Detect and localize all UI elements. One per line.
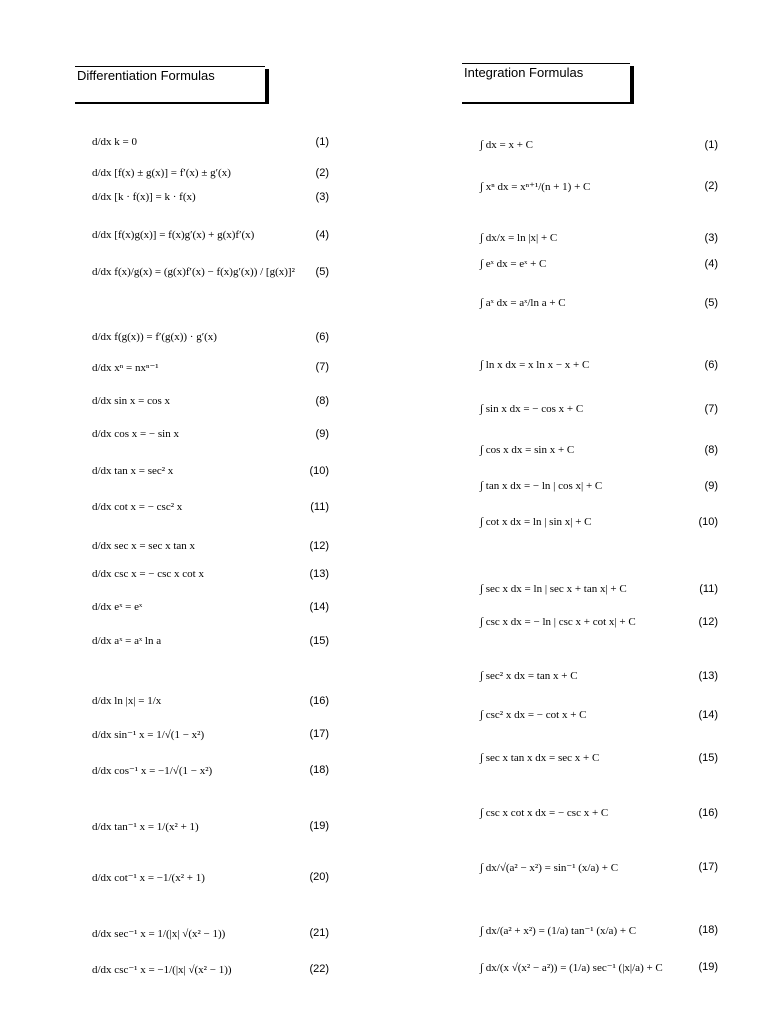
equation-number: (10) [698,516,718,528]
formula-text: d/dx cos⁻¹ x = −1/√(1 − x²) [92,765,213,777]
formula-text: d/dx cos x = − sin x [92,428,179,440]
formula-text: d/dx csc⁻¹ x = −1/(|x| √(x² − 1)) [92,964,232,976]
formula-text: d/dx tan x = sec² x [92,465,174,477]
formula-text: ∫ sec x tan x dx = sec x + C [480,752,600,764]
equation-number: (4) [315,229,329,241]
formula-text: d/dx eˣ = eˣ [92,601,143,613]
integration-title: Integration Formulas [464,65,584,80]
equation-number: (11) [310,501,329,513]
differentiation-list [92,0,332,1024]
equation-number: (9) [315,428,329,440]
equation-number: (17) [309,728,329,740]
equation-number: (6) [315,331,329,343]
equation-number: (14) [309,601,329,613]
equation-number: (19) [309,820,329,832]
equation-number: (3) [315,191,329,203]
equation-number: (6) [704,359,718,371]
formula-text: d/dx sec⁻¹ x = 1/(|x| √(x² − 1)) [92,928,226,940]
equation-number: (8) [315,395,329,407]
differentiation-title: Differentiation Formulas [77,68,215,83]
formula-text: d/dx aˣ = aˣ ln a [92,635,162,647]
formula-text: ∫ dx/√(a² − x²) = sin⁻¹ (x/a) + C [480,862,619,874]
formula-text: ∫ cot x dx = ln | sin x| + C [480,516,592,528]
equation-number: (16) [309,695,329,707]
formula-text: d/dx xⁿ = nxⁿ⁻¹ [92,362,159,374]
equation-number: (3) [704,232,718,244]
formula-text: ∫ csc x dx = − ln | csc x + cot x| + C [480,616,636,628]
equation-number: (8) [704,444,718,456]
formula-text: ∫ tan x dx = − ln | cos x| + C [480,480,603,492]
equation-number: (17) [698,861,718,873]
formula-text: d/dx ln |x| = 1/x [92,695,162,707]
formula-text: d/dx f(x)/g(x) = (g(x)f′(x) − f(x)g′(x)) / [g(x)]² [92,266,295,278]
equation-number: (21) [309,927,329,939]
integration-list [480,0,720,1024]
formula-text: d/dx sin x = cos x [92,395,171,407]
formula-text: d/dx csc x = − csc x cot x [92,568,204,580]
formula-text: ∫ xⁿ dx = xⁿ⁺¹/(n + 1) + C [480,181,591,193]
formula-text: d/dx [f(x) ± g(x)] = f′(x) ± g′(x) [92,167,231,179]
equation-number: (19) [698,961,718,973]
equation-number: (13) [698,670,718,682]
formula-text: ∫ aˣ dx = aˣ/ln a + C [480,297,566,309]
equation-number: (2) [704,180,718,192]
equation-number: (1) [315,136,329,148]
equation-number: (4) [704,258,718,270]
formula-text: ∫ dx/x = ln |x| + C [480,232,558,244]
formula-text: ∫ eˣ dx = eˣ + C [480,258,547,270]
formula-text: d/dx tan⁻¹ x = 1/(x² + 1) [92,821,199,833]
equation-number: (5) [315,266,329,278]
formula-text: d/dx cot x = − csc² x [92,501,183,513]
formula-text: ∫ dx/(a² + x²) = (1/a) tan⁻¹ (x/a) + C [480,925,637,937]
formula-text: d/dx [f(x)g(x)] = f(x)g′(x) + g(x)f′(x) [92,229,255,241]
equation-number: (12) [698,616,718,628]
formula-text: ∫ dx/(x √(x² − a²)) = (1/a) sec⁻¹ (|x|/a) + C [480,962,663,974]
formula-text: ∫ csc x cot x dx = − csc x + C [480,807,609,819]
equation-number: (12) [309,540,329,552]
equation-number: (10) [309,465,329,477]
equation-number: (1) [704,139,718,151]
formula-text: ∫ sin x dx = − cos x + C [480,403,584,415]
equation-number: (11) [699,583,718,595]
formula-text: d/dx sin⁻¹ x = 1/√(1 − x²) [92,729,205,741]
equation-number: (5) [704,297,718,309]
equation-number: (2) [315,167,329,179]
formula-text: ∫ csc² x dx = − cot x + C [480,709,587,721]
equation-number: (9) [704,480,718,492]
equation-number: (7) [704,403,718,415]
equation-number: (18) [309,764,329,776]
equation-number: (18) [698,924,718,936]
equation-number: (15) [698,752,718,764]
formula-text: d/dx k = 0 [92,136,138,148]
equation-number: (14) [698,709,718,721]
equation-number: (15) [309,635,329,647]
formula-text: ∫ dx = x + C [480,139,534,151]
equation-number: (20) [309,871,329,883]
formula-text: ∫ ln x dx = x ln x − x + C [480,359,590,371]
equation-number: (7) [315,361,329,373]
formula-text: d/dx cot⁻¹ x = −1/(x² + 1) [92,872,205,884]
equation-number: (22) [309,963,329,975]
formula-text: d/dx [k · f(x)] = k · f(x) [92,191,196,203]
equation-number: (16) [698,807,718,819]
formula-text: ∫ sec x dx = ln | sec x + tan x| + C [480,583,627,595]
formula-text: ∫ sec² x dx = tan x + C [480,670,578,682]
formula-text: ∫ cos x dx = sin x + C [480,444,575,456]
formula-text: d/dx f(g(x)) = f′(g(x)) · g′(x) [92,331,217,343]
equation-number: (13) [309,568,329,580]
formula-text: d/dx sec x = sec x tan x [92,540,196,552]
